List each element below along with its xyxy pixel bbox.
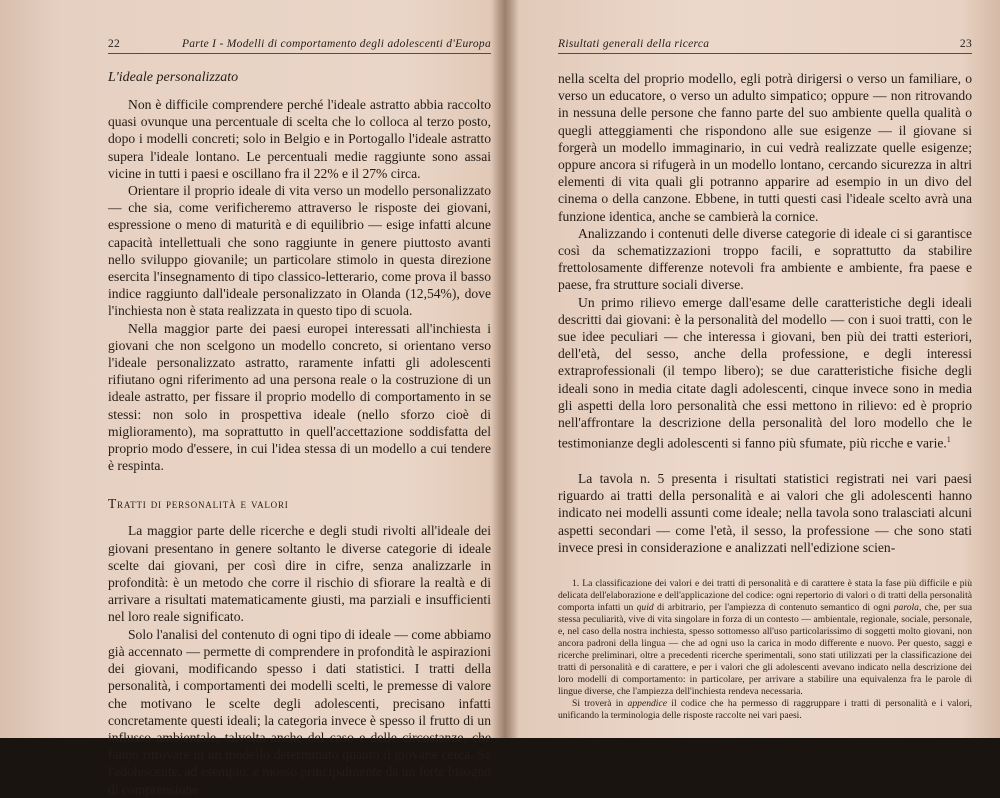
left-page-number: 22 [108,38,121,50]
right-page [510,0,1000,738]
section-title-ideale-personalizzato: L'ideale personalizzato [108,70,239,85]
paragraph: La maggior parte delle ricerche e degli studi rivolti all'ideale dei giovani presentano in genere soltanto le diverse categorie di ideale scelte dai giovani, per così dire in cifre, senza analizzarle in profondità: è un metodo che corre il rischio di sfiorare la realtà e di arrivare a risultati matematicamente giusti, ma parziali e insufficienti nel loro reale significato. [108,523,491,625]
right-running-title: Risultati generali della ricerca [558,38,710,50]
left-running-head [108,38,491,54]
paragraph: Analizzando i contenuti delle diverse categorie di ideale ci si garantisce così da schematizzazioni troppo facili, e soprattutto da stabilire frettolosamente differenze notevoli fra ambiente e ambiente, fra paese e paese, fra strutture sociali diverse. [558,225,972,293]
section-title-tratti: Tratti di personalità e valori [108,496,289,512]
footnote-appendix: Si troverà in appendice il codice che ha permesso di raggruppare i tratti di personalità e i valori, unificando la terminologia delle risposte raccolte nei vari paesi. [558,698,973,722]
paragraph: Non è difficile comprendere perché l'ideale astratto abbia raccolto quasi ovunque una percentuale di scelta che lo colloca al terzo posto, dopo i modelli concreti; solo in Belgio e in Portogallo l'ideale astratto supera l'ideale lontano. Le percentuali medie raggiunte sono assai vicine in tutti i paesi e oscillano fra il 22% e il 27% circa. [108,97,491,181]
paragraph [558,294,972,452]
paragraph-text: Un primo rilievo emerge dall'esame delle caratteristiche degli ideali descritti dai giovani: è la personalità del modello — con i suoi tratti, con le sue idee peculiari — che interessa i giovani, ben più dei tratti esteriori, dell'età, del sesso, anche della professione, e degli interessi extraprofessionali (il tempo libero); se due caratteristiche fisiche degli ideali sono in media citate dagli adolescenti, cinque invece sono in media gli aspetti della loro personalità che essi mettono in rilievo: ed è proprio nell'affrontare la descrizione della personalità del loro modello che le testimonianze degli adolescenti si fanno più sfumate, più ricche e varie. [558,294,972,451]
paragraph: nella scelta del proprio modello, egli potrà dirigersi o verso un familiare, o verso un educatore, o verso un adulto simpatico; oppure — non ritrovando in nessuna delle persone che fanno parte del suo ambiente quella qualità o quegli atteggiamenti che rispondono alle sue esigenze — il giovane si forgerà un modello immaginario, in cui vedrà realizzate quelle esigenze; oppure ancora si rifugerà in un modello lontano, cercando sicurezza in altri elementi di vita quali gli potranno apparire ad esempio in un divo del cinema o della canzone. Ebbene, in tutti questi casi l'ideale scelto avrà una funzione identica, anche se cambierà la cornice. [558,71,972,224]
footnote-1: 1. La classificazione dei valori e dei tratti di personalità e di carattere è stata la fase più difficile e più delicata dell'elaborazione e dell'applicazione del codice: ogni repertorio di valori o di tratti della personalità comporta infatti un quid di arbitrario, per l'ampiezza di contenuto semantico di ogni parola, che, per sua stessa peculiarità, vive di vita singolare in forza di un contesto — ambientale, regionale, sociale, personale, e, nel caso della nostra inchiesta, spesso sottomesso all'uso particolarissimo di soggetti molto giovani, non ancora padroni della lingua — che ad ogni uso la carica in modo differente e nuovo. Per questo, saggi e ricerche preliminari, oltre a precedenti ricerche sperimentali, sono stati utilizzati per la classificazione dei tratti di personalità e di carattere, e per i valori che gli adolescenti avevano indicato nella descrizione dei loro modelli di comportamento: in particolare, per arrivare a stabilire una equivalenza fra le parole di lingue diverse, che l'ampiezza dell'inchiesta rendeva necessaria. [558,578,972,698]
paragraph: La tavola n. 5 presenta i risultati statistici registrati nei vari paesi riguardo ai tratti della personalità e ai valori che gli adolescenti hanno indicato nei modelli assunti come ideale; nella tavola sono tralasciati alcuni aspetti secondari — come l'età, il sesso, la professione — che sono stati invece presi in considerazione e analizzati nell'edizione scien- [558,471,972,555]
paragraph: Nella maggior parte dei paesi europei interessati all'inchiesta i giovani che non scelgono un modello concreto, si orientano verso l'ideale personalizzato astratto, raramente infatti gli adolescenti rifiutano ogni riferimento ad una persona reale o la costruzione di un ideale astratto, per fissare il proprio modello di comportamento in se stessi: non solo in prospettiva ideale (nello sforzo cioè di miglioramento), ma soprattutto in quell'accettazione soddisfatta del proprio modo d'essere, in cui l'idea stessa di un modello a cui tendere è respinta. [108,320,491,474]
footnote-marker: 1 [946,435,951,445]
paragraph: Orientare il proprio ideale di vita verso un modello personalizzato — che sia, come verificheremo attraverso le risposte dei giovani, espressione o meno di maturità e di equilibrio — esige infatti alcune capacità intellettuali che sono raggiunte in genere piuttosto avanti nello sviluppo giovanile; un particolare stimolo in questa direzione esercita l'insegnamento di tipo classico-letterario, come prova il basso indice raggiunto dall'ideale personalizzato in Olanda (12,54%), dove l'inchiesta non è stata realizzata in questo tipo di scuola. [108,183,491,319]
paragraph: Solo l'analisi del contenuto di ogni tipo di ideale — come abbiamo già accennato — permette di comprendere in profondità le aspirazioni dei giovani, modificando spesso i dati statistici. I tratti della personalità, i comportamenti dei modelli scelti, le premesse di valore che motivano le scelte degli adolescenti, precisano infatti concretamente questi ideali; la categoria invece è spesso il frutto di un influsso ambientale, talvolta anche del caso e delle circostanze, che fanno ritrovare in un modello determinato quanto il giovane cerca. Se l'adolescente, ad esempio, è mosso principalmente da un forte bisogno di comprensione [108,626,491,797]
left-running-title: Parte I - Modelli di comportamento degli adolescenti d'Europa [181,38,491,50]
footnotes [558,578,972,722]
right-running-head [558,38,972,54]
right-page-number: 23 [959,38,972,50]
